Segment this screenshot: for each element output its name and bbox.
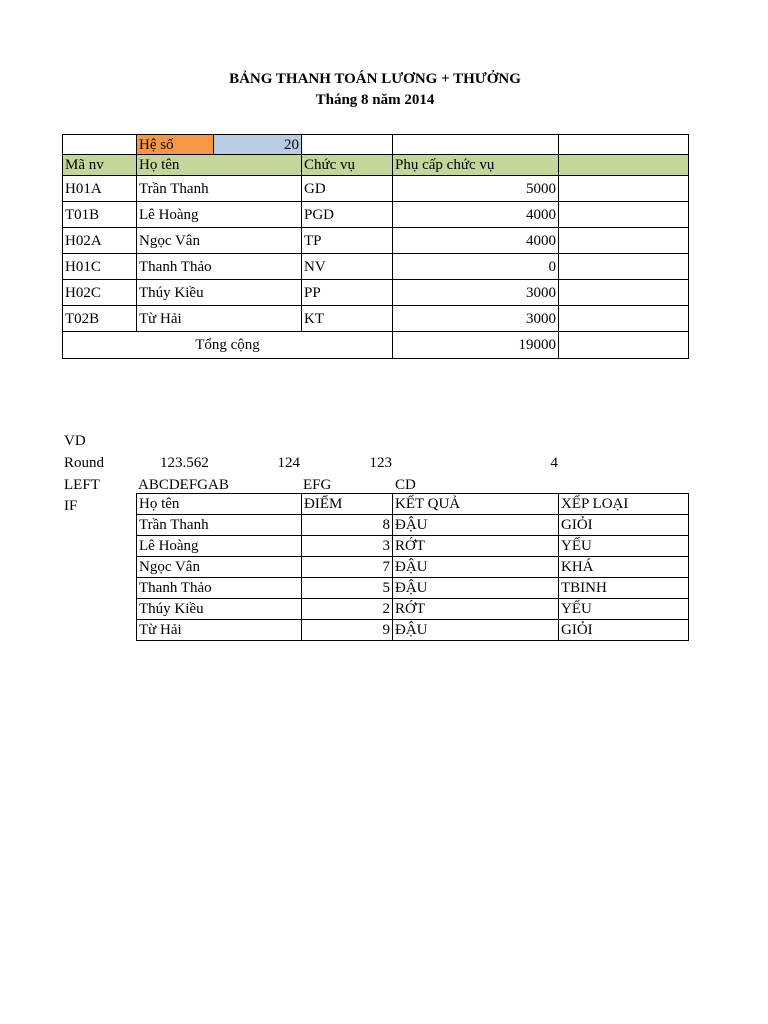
student-name[interactable]: Từ Hải bbox=[137, 620, 302, 641]
employee-position[interactable]: KT bbox=[302, 306, 393, 332]
total-value[interactable]: 19000 bbox=[393, 332, 559, 359]
left-label: LEFT bbox=[64, 477, 100, 493]
student-result[interactable]: ĐẬU bbox=[393, 620, 559, 641]
student-name[interactable]: Thanh Thảo bbox=[137, 578, 302, 599]
round-result-0[interactable]: 124 bbox=[277, 455, 300, 471]
employee-code[interactable]: H01C bbox=[63, 254, 137, 280]
header-full-name[interactable]: Họ tên bbox=[137, 155, 302, 176]
student-name[interactable]: Ngọc Vân bbox=[137, 557, 302, 578]
round-input[interactable]: 123.562 bbox=[160, 455, 209, 471]
employee-name[interactable]: Thúy Kiều bbox=[137, 280, 302, 306]
student-result[interactable]: ĐẬU bbox=[393, 578, 559, 599]
employee-allowance[interactable]: 4000 bbox=[393, 202, 559, 228]
round-label: Round bbox=[64, 455, 105, 471]
employee-allowance[interactable]: 5000 bbox=[393, 176, 559, 202]
table-row bbox=[137, 515, 689, 536]
page-title: BẢNG THANH TOÁN LƯƠNG + THƯỞNG bbox=[229, 71, 521, 87]
student-name[interactable]: Trần Thanh bbox=[137, 515, 302, 536]
total-row bbox=[63, 332, 689, 359]
table-row bbox=[63, 254, 689, 280]
empty-cell[interactable] bbox=[559, 280, 689, 306]
example-heading: VD bbox=[64, 433, 86, 449]
table-row bbox=[137, 620, 689, 641]
employee-name[interactable]: Ngọc Vân bbox=[137, 228, 302, 254]
employee-name[interactable]: Thanh Thảo bbox=[137, 254, 302, 280]
employee-name[interactable]: Trần Thanh bbox=[137, 176, 302, 202]
employee-code[interactable]: H02C bbox=[63, 280, 137, 306]
empty-cell[interactable] bbox=[559, 228, 689, 254]
table-row bbox=[63, 176, 689, 202]
student-name[interactable]: Lê Hoàng bbox=[137, 536, 302, 557]
empty-cell[interactable] bbox=[559, 176, 689, 202]
header-rank[interactable]: XẾP LOẠI bbox=[559, 494, 689, 515]
coefficient-label[interactable]: Hệ số bbox=[137, 135, 214, 155]
student-score[interactable]: 7 bbox=[302, 557, 393, 578]
table-row bbox=[63, 280, 689, 306]
student-result[interactable]: ĐẬU bbox=[393, 557, 559, 578]
header-name[interactable]: Họ tên bbox=[137, 494, 302, 515]
round-digit-count[interactable]: 4 bbox=[550, 455, 558, 471]
student-name[interactable]: Thúy Kiều bbox=[137, 599, 302, 620]
left-extra[interactable]: CD bbox=[395, 477, 416, 493]
round-result-2[interactable]: 123 bbox=[369, 455, 392, 471]
left-input[interactable]: ABCDEFGAB bbox=[138, 477, 229, 493]
student-score[interactable]: 9 bbox=[302, 620, 393, 641]
table-row bbox=[137, 578, 689, 599]
employee-code[interactable]: T01B bbox=[63, 202, 137, 228]
student-score[interactable]: 8 bbox=[302, 515, 393, 536]
header-score[interactable]: ĐIỂM bbox=[302, 494, 393, 515]
employee-position[interactable]: GD bbox=[302, 176, 393, 202]
student-rank[interactable]: TBINH bbox=[559, 578, 689, 599]
grades-table bbox=[136, 493, 689, 641]
table-row bbox=[63, 306, 689, 332]
employee-allowance[interactable]: 3000 bbox=[393, 306, 559, 332]
employee-code[interactable]: H02A bbox=[63, 228, 137, 254]
header-employee-code[interactable]: Mã nv bbox=[63, 155, 137, 176]
employee-code[interactable]: H01A bbox=[63, 176, 137, 202]
header-position[interactable]: Chức vụ bbox=[302, 155, 393, 176]
empty-cell[interactable] bbox=[559, 254, 689, 280]
if-label: IF bbox=[64, 498, 78, 514]
employee-position[interactable]: TP bbox=[302, 228, 393, 254]
student-result[interactable]: ĐẬU bbox=[393, 515, 559, 536]
empty-cell[interactable] bbox=[559, 135, 689, 155]
table-row bbox=[63, 202, 689, 228]
header-allowance[interactable]: Phụ cấp chức vụ bbox=[393, 155, 559, 176]
student-result[interactable]: RỚT bbox=[393, 536, 559, 557]
page-subtitle: Tháng 8 năm 2014 bbox=[315, 92, 435, 108]
table-row bbox=[63, 228, 689, 254]
empty-cell[interactable] bbox=[559, 306, 689, 332]
employee-position[interactable]: NV bbox=[302, 254, 393, 280]
student-rank[interactable]: GIỎI bbox=[559, 515, 689, 536]
employee-allowance[interactable]: 3000 bbox=[393, 280, 559, 306]
employee-code[interactable]: T02B bbox=[63, 306, 137, 332]
header-result[interactable]: KẾT QUẢ bbox=[393, 494, 559, 515]
employee-allowance[interactable]: 4000 bbox=[393, 228, 559, 254]
empty-cell[interactable] bbox=[393, 135, 559, 155]
student-rank[interactable]: KHÁ bbox=[559, 557, 689, 578]
table-row bbox=[137, 557, 689, 578]
employee-name[interactable]: Từ Hải bbox=[137, 306, 302, 332]
student-result[interactable]: RỚT bbox=[393, 599, 559, 620]
grades-header-row bbox=[137, 494, 689, 515]
employee-name[interactable]: Lê Hoàng bbox=[137, 202, 302, 228]
employee-position[interactable]: PGD bbox=[302, 202, 393, 228]
empty-cell[interactable] bbox=[63, 135, 137, 155]
empty-cell[interactable] bbox=[559, 155, 689, 176]
total-label[interactable]: Tổng cộng bbox=[63, 332, 393, 359]
empty-cell[interactable] bbox=[302, 135, 393, 155]
employee-allowance[interactable]: 0 bbox=[393, 254, 559, 280]
table-row bbox=[137, 536, 689, 557]
table-row bbox=[137, 599, 689, 620]
student-score[interactable]: 5 bbox=[302, 578, 393, 599]
payroll-table bbox=[62, 134, 689, 359]
employee-position[interactable]: PP bbox=[302, 280, 393, 306]
left-result[interactable]: EFG bbox=[303, 477, 332, 493]
coefficient-value[interactable]: 20 bbox=[214, 135, 302, 155]
student-rank[interactable]: GIỎI bbox=[559, 620, 689, 641]
empty-cell[interactable] bbox=[559, 202, 689, 228]
empty-cell[interactable] bbox=[559, 332, 689, 359]
student-rank[interactable]: YẾU bbox=[559, 536, 689, 557]
student-score[interactable]: 2 bbox=[302, 599, 393, 620]
student-score[interactable]: 3 bbox=[302, 536, 393, 557]
student-rank[interactable]: YẾU bbox=[559, 599, 689, 620]
